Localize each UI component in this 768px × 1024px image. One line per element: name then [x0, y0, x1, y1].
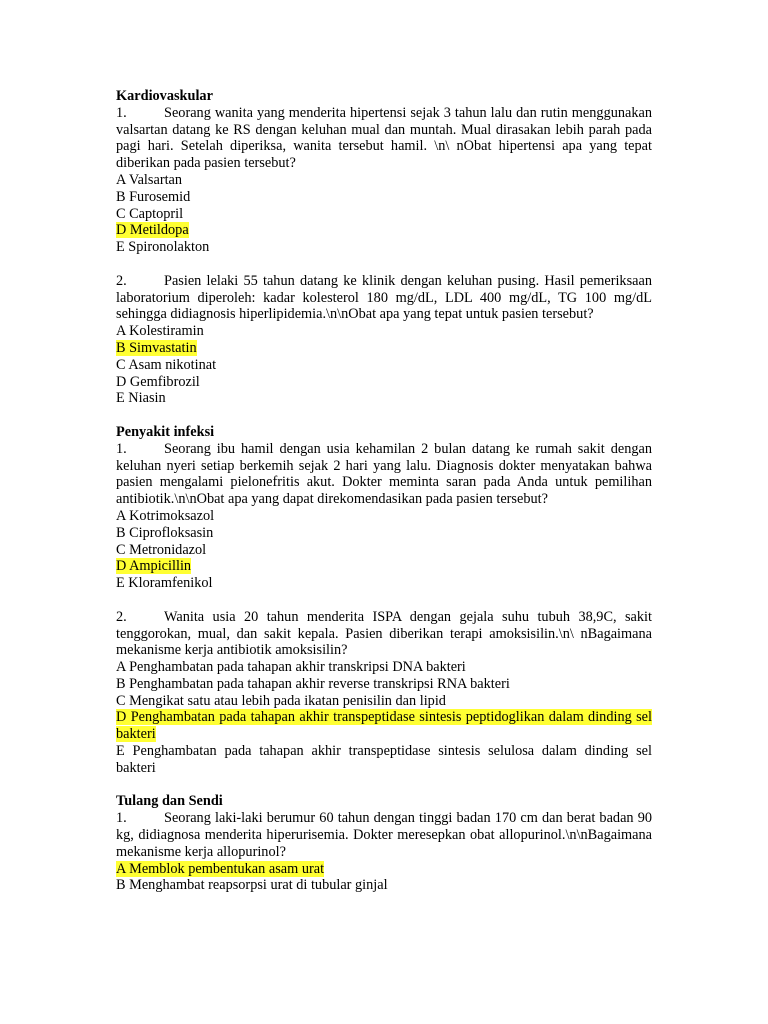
option-b-answer [116, 340, 652, 357]
section-heading-tulang-dan-sendi: Tulang dan Sendi [116, 793, 223, 810]
question-number: 1. [116, 440, 127, 457]
option-label: A Valsartan [116, 171, 183, 188]
option-label: B Ciprofloksasin [116, 524, 214, 541]
highlighted-answer: D Penghambatan pada tahapan akhir transpeptidase sintesis peptidoglikan dalam dinding sel bakteri [116, 709, 652, 743]
option-label: B Penghambatan pada tahapan akhir reverse transkripsi RNA bakteri [116, 675, 510, 692]
option-label: A Kotrimoksazol [116, 507, 215, 524]
option-c [116, 206, 652, 223]
highlighted-answer: D Metildopa [116, 222, 189, 239]
question-number: 1. [116, 810, 127, 827]
option-e [116, 743, 652, 777]
option-label: C Mengikat satu atau lebih pada ikatan penisilin dan lipid [116, 692, 446, 709]
section-heading-penyakit-infeksi: Penyakit infeksi [116, 423, 215, 440]
section-heading-kardiovaskular: Kardiovaskular [116, 88, 213, 104]
option-b [116, 877, 652, 894]
option-a [116, 172, 652, 189]
option-e [116, 239, 652, 256]
question-number: 2. [116, 272, 127, 289]
spacer [116, 256, 652, 273]
option-d-answer [116, 222, 652, 239]
spacer [116, 777, 652, 794]
option-label: B Furosemid [116, 188, 191, 205]
spacer [116, 592, 652, 609]
option-label: A Kolestiramin [116, 323, 204, 340]
question-body: Pasien lelaki 55 tahun datang ke klinik dengan keluhan pusing. Hasil pemeriksaan laboratorium diperoleh: kadar kolesterol 180 mg/dL, LDL 400 mg/dL, TG 100 mg/dL sehingga didiagnosis hiperlipidemia.\n\nObat apa yang tepat untuk pasien tersebut? [116, 272, 652, 323]
question-text [116, 273, 652, 323]
option-label: E Penghambatan pada tahapan akhir transpeptidase sintesis selulosa dalam dinding sel bakteri [116, 743, 652, 776]
option-label: E Kloramfenikol [116, 575, 213, 592]
question-body: Wanita usia 20 tahun menderita ISPA dengan gejala suhu tubuh 38,9C, sakit tenggorokan, mual, dan sakit kepala. Pasien diberikan terapi amoksisilin.\n\ nBagaimana mekanisme kerja antibiotik amoksisilin? [116, 608, 652, 659]
question-number: 1. [116, 104, 127, 121]
highlighted-answer: A Memblok pembentukan asam urat [116, 860, 325, 877]
question-body: Seorang ibu hamil dengan usia kehamilan 2 bulan datang ke rumah sakit dengan keluhan nyeri setiap berkemih sejak 2 hari yang lalu. Diagnosis dokter menyatakan bahwa pasien mengalami pielonefritis akut. Dokter meminta saran pada Anda untuk pemilihan antibiotik.\n\nObat apa yang dapat direkomendasikan pada pasien tersebut? [116, 440, 652, 508]
spacer [116, 407, 652, 424]
option-label: E Spironolakton [116, 239, 210, 256]
option-label: D Gemfibrozil [116, 373, 200, 390]
document-content [116, 88, 652, 894]
option-d [116, 374, 652, 391]
option-b [116, 189, 652, 206]
question-body: Seorang wanita yang menderita hipertensi sejak 3 tahun lalu dan rutin menggunakan valsartan datang ke RS dengan keluhan mual dan muntah. Mual dirasakan lebih parah pada pagi hari. Setelah diperiksa, wanita tersebut hamil. \n\ nObat hipertensi apa yang tepat diberikan pada pasien tersebut? [116, 104, 652, 172]
option-a [116, 323, 652, 340]
option-b [116, 525, 652, 542]
option-a [116, 659, 652, 676]
option-label: C Metronidazol [116, 541, 207, 558]
option-a [116, 508, 652, 525]
option-label: B Menghambat reapsorpsi urat di tubular ginjal [116, 877, 388, 894]
option-d-answer [116, 709, 652, 743]
question-text [116, 609, 652, 659]
question-body: Seorang laki-laki berumur 60 tahun dengan tinggi badan 170 cm dan berat badan 90 kg, didiagnosa menderita hiperurisemia. Dokter meresepkan obat allopurinol.\n\nBagaimana mekanisme kerja allopurinol? [116, 810, 652, 860]
option-c [116, 542, 652, 559]
highlighted-answer: D Ampicillin [116, 558, 192, 575]
question-text [116, 810, 652, 860]
highlighted-answer: B Simvastatin [116, 339, 197, 356]
option-label: C Captopril [116, 205, 184, 222]
option-e [116, 575, 652, 592]
question-number: 2. [116, 608, 127, 625]
option-label: A Penghambatan pada tahapan akhir transkripsi DNA bakteri [116, 659, 466, 676]
option-label: E Niasin [116, 390, 166, 407]
option-e [116, 390, 652, 407]
option-c [116, 357, 652, 374]
option-label: C Asam nikotinat [116, 356, 217, 373]
option-c [116, 693, 652, 710]
question-text [116, 441, 652, 508]
question-text [116, 105, 652, 172]
option-b [116, 676, 652, 693]
option-a-answer [116, 861, 652, 878]
option-d-answer [116, 558, 652, 575]
